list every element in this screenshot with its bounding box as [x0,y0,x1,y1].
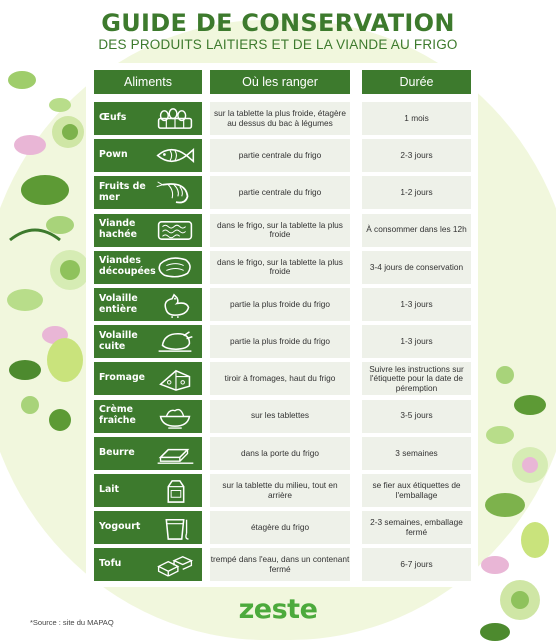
food-cell [94,474,202,507]
duration-cell: 1-2 jours [362,176,471,209]
table-row [94,400,471,433]
butter-icon [154,440,196,467]
table-row [94,288,471,321]
duration-cell: 1-3 jours [362,288,471,321]
food-name: Beurre [99,446,135,458]
page-subtitle: DES PRODUITS LAITIERS ET DE LA VIANDE AU FRIGO [98,37,458,52]
table-row [94,511,471,544]
table-row [94,139,471,172]
milk-carton-icon [154,477,196,504]
food-name: Œufs [99,112,127,124]
food-name: Volaille cuite [99,329,138,352]
food-name: Fruits de mer [99,181,146,203]
duration-cell: 3-5 jours [362,400,471,433]
food-cell [94,288,202,321]
food-name: Viandes découpées [99,255,156,278]
page-title: GUIDE DE CONSERVATION [101,9,455,37]
table-row [94,362,471,395]
duration-cell: 6-7 jours [362,548,471,581]
food-cell [94,102,202,135]
storage-location-cell: dans le frigo, sur la tablette la plus froide [210,214,350,247]
egg-carton-icon [154,105,196,132]
steak-icon [154,254,196,281]
food-name: Crème fraîche [99,404,136,427]
storage-location-cell: sur la tablette la plus froide, étagère au dessus du bac à légumes [210,102,350,135]
storage-location-cell: partie la plus froide du frigo [210,288,350,321]
food-cell [94,400,202,433]
storage-location-cell: étagère du frigo [210,511,350,544]
source-note: *Source : site du MAPAQ [30,618,114,627]
table-row [94,474,471,507]
header-ou-ranger: Où les ranger [210,70,350,94]
tofu-icon [154,551,196,578]
storage-location-cell: trempé dans l'eau, dans un contenant fermé [210,548,350,581]
food-name: Yogourt [99,521,141,533]
duration-cell: 1 mois [362,102,471,135]
table-row [94,214,471,247]
food-cell [94,437,202,470]
yogurt-cup-icon [154,514,196,541]
food-cell [94,251,202,284]
zeste-logo: zeste [238,594,318,625]
cheese-icon [154,365,196,392]
vegetables-left-illustration [0,60,92,450]
storage-location-cell: partie centrale du frigo [210,176,350,209]
ground-meat-icon [154,217,196,244]
storage-location-cell: dans la porte du frigo [210,437,350,470]
table-row [94,437,471,470]
food-cell [94,139,202,172]
food-name: Volaille entière [99,292,138,315]
food-cell [94,176,202,209]
header-duree: Durée [362,70,471,94]
cream-bowl-icon [154,403,196,430]
roast-chicken-icon [154,328,196,355]
duration-cell: se fier aux étiquettes de l'emballage [362,474,471,507]
table-row [94,251,471,284]
duration-cell: 3 semaines [362,437,471,470]
shrimp-icon [154,179,196,206]
food-cell [94,511,202,544]
table-row [94,176,471,209]
storage-location-cell: dans le frigo, sur la tablette la plus froide [210,251,350,284]
storage-location-cell: sur les tablettes [210,400,350,433]
duration-cell: 2-3 semaines, emballage fermé [362,511,471,544]
header-aliments: Aliments [94,70,202,94]
storage-location-cell: partie la plus froide du frigo [210,325,350,358]
food-cell [94,362,202,395]
food-cell [94,548,202,581]
food-name: Lait [99,484,119,496]
duration-cell: À consommer dans les 12h [362,214,471,247]
fish-icon [154,142,196,169]
duration-cell: 3-4 jours de conservation [362,251,471,284]
storage-location-cell: partie centrale du frigo [210,139,350,172]
table-row [94,548,471,581]
chicken-icon [154,291,196,318]
storage-location-cell: tiroir à fromages, haut du frigo [210,362,350,395]
food-name: Fromage [99,372,146,384]
table-row [94,325,471,358]
storage-location-cell: sur la tablette du milieu, tout en arrière [210,474,350,507]
table-row [94,102,471,135]
food-cell [94,325,202,358]
duration-cell: Suivre les instructions sur l'étiquette pour la date de péremption [362,362,471,395]
food-name: Viande hachée [99,218,137,241]
duration-cell: 2-3 jours [362,139,471,172]
duration-cell: 1-3 jours [362,325,471,358]
food-name: Tofu [99,558,122,570]
food-name: Pown [99,149,128,161]
food-cell [94,214,202,247]
